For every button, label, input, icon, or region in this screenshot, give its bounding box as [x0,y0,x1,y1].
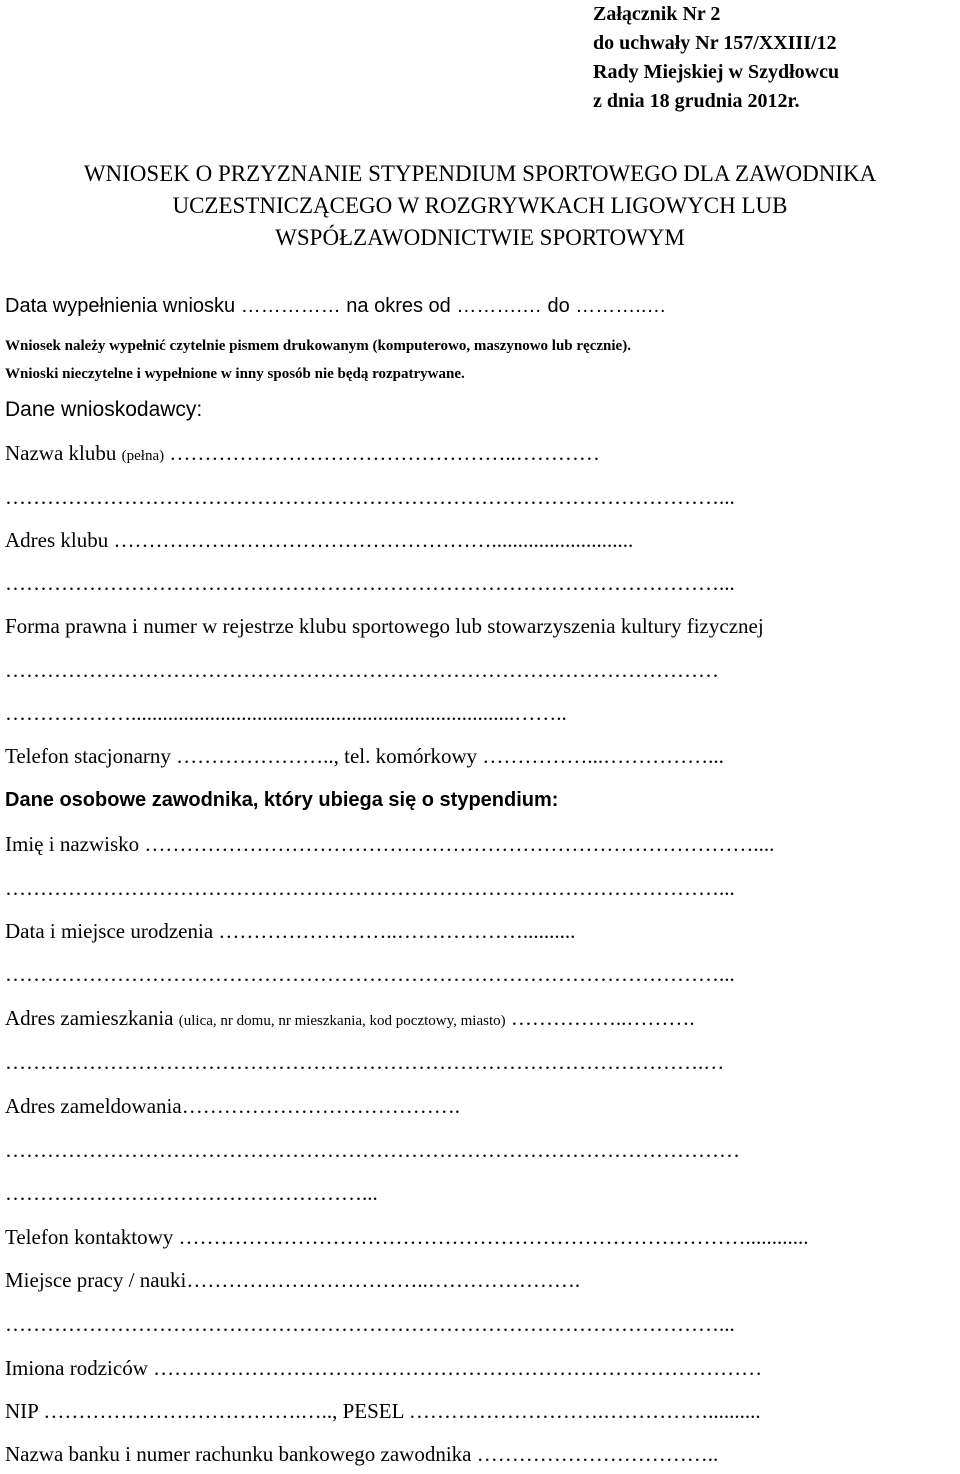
phone-row [5,744,724,769]
club-address-row [5,528,633,553]
athlete-name-field-continued[interactable]: …………………………………………………………………………………………... [5,876,735,900]
parents-label: Imiona rodziców [5,1356,148,1380]
work-row [5,1268,580,1293]
athlete-name-field[interactable]: …………………………………………………………………………….... [139,832,775,856]
legal-form-field-1[interactable]: ………………………………………………………………………………………… [5,658,719,682]
annex-line-4: z dnia 18 grudnia 2012r. [593,90,800,112]
work-field[interactable]: ……………………………..…………………. [186,1268,581,1292]
residence-label: Adres zamieszkania [5,1006,174,1030]
club-name-field[interactable]: …………………………………………..………… [164,441,606,465]
club-address-field[interactable]: ………………………………………………........................... [108,528,634,552]
birth-field[interactable]: ……………………..……………….......... [213,919,576,943]
contact-phone-row [5,1225,809,1250]
residence-field-continued[interactable]: ……………………………………………………………………………………….… [5,1050,725,1074]
athlete-name-label: Imię i nazwisko [5,832,140,856]
nip-pesel-row [5,1399,761,1424]
legal-form-label: Forma prawna i numer w rejestrze klubu sportowego lub stowarzyszenia kultury fizycznej [5,614,764,638]
work-label: Miejsce pracy / nauki [5,1268,187,1292]
registered-label: Adres zameldowania [5,1094,182,1118]
title-line-3: WSPÓŁZAWODNICTWIE SPORTOWYM [275,225,685,250]
fill-date-row [5,295,672,318]
residence-field[interactable]: ……………..………. [505,1006,695,1030]
fill-date-field[interactable]: …………… [235,295,347,317]
registered-field-continued-1[interactable]: …………………………………………………………………………………………… [5,1138,740,1162]
birth-label: Data i miejsce urodzenia [5,919,214,943]
landline-field[interactable]: ………………….. [170,744,334,768]
registered-field-continued-2[interactable]: ……………………………………………... [5,1181,378,1205]
registered-field[interactable]: …………………………………. [181,1094,460,1118]
annex-line-1: Załącznik Nr 2 [593,3,721,25]
legal-form-field-2[interactable]: ……………….........................................................................…….. [5,701,567,725]
contact-phone-label: Telefon kontaktowy [5,1225,174,1249]
period-to-label: do [547,295,570,317]
bank-field[interactable]: …………………………….. [471,1442,719,1466]
title-line-1: WNIOSEK O PRZYZNANIE STYPENDIUM SPORTOWEGO DLA ZAWODNIKA [83,161,877,186]
parents-field[interactable]: …………………………………………………………………………… [147,1356,763,1380]
landline-label: Telefon stacjonarny [5,744,171,768]
bank-label: Nazwa banku i numer rachunku bankowego zawodnika [5,1442,472,1466]
form-title [0,158,960,254]
period-from-label: na okres od [346,295,451,317]
applicant-heading: Dane wnioskodawcy: [5,398,203,421]
club-name-row [5,441,605,466]
instruction-line-1: Wniosek należy wypełnić czytelnie pismem drukowanym (komputerowo, maszynowo lub ręcznie). [5,338,631,354]
annex-line-2: do uchwały Nr 157/XXIII/12 [593,32,837,54]
registered-row [5,1094,460,1119]
bank-row [5,1442,718,1467]
contact-phone-field[interactable]: ………………………………………………………………………............ [173,1225,809,1249]
pesel-field[interactable]: ……………………….…………….......... [403,1399,761,1423]
mobile-field[interactable]: ……………...……………... [477,744,724,768]
period-to-field[interactable]: ………..… [569,295,672,317]
title-line-2: UCZESTNICZĄCEGO W ROZGRYWKACH LIGOWYCH LUB [172,193,788,218]
fill-date-label: Data wypełnienia wniosku [5,295,236,317]
club-name-note: (pełna) [121,448,165,464]
mobile-label: , tel. komórkowy [333,744,478,768]
birth-row [5,919,575,944]
nip-label: NIP [5,1399,39,1423]
parents-row [5,1356,762,1381]
nip-field[interactable]: ……………………………….….. [38,1399,333,1423]
period-from-field[interactable]: ……….… [450,295,548,317]
club-address-field-continued[interactable]: …………………………………………………………………………………………... [5,571,735,595]
instruction-line-2: Wnioski nieczytelne i wypełnione w inny sposób nie będą rozpatrywane. [5,366,465,382]
annex-header [593,0,839,116]
athlete-heading: Dane osobowe zawodnika, który ubiega się o stypendium: [5,789,559,811]
club-address-label: Adres klubu [5,528,109,552]
work-field-continued[interactable]: …………………………………………………………………………………………... [5,1312,735,1336]
club-name-field-continued[interactable]: …………………………………………………………………………………………... [5,485,735,509]
residence-row [5,1006,695,1031]
residence-note: (ulica, nr domu, nr mieszkania, kod pocztowy, miasto) [178,1013,506,1029]
birth-field-continued[interactable]: …………………………………………………………………………………………... [5,962,735,986]
club-name-label: Nazwa klubu [5,441,117,465]
annex-line-3: Rady Miejskiej w Szydłowcu [593,61,840,83]
athlete-name-row [5,832,774,857]
pesel-label: , PESEL [332,1399,404,1423]
